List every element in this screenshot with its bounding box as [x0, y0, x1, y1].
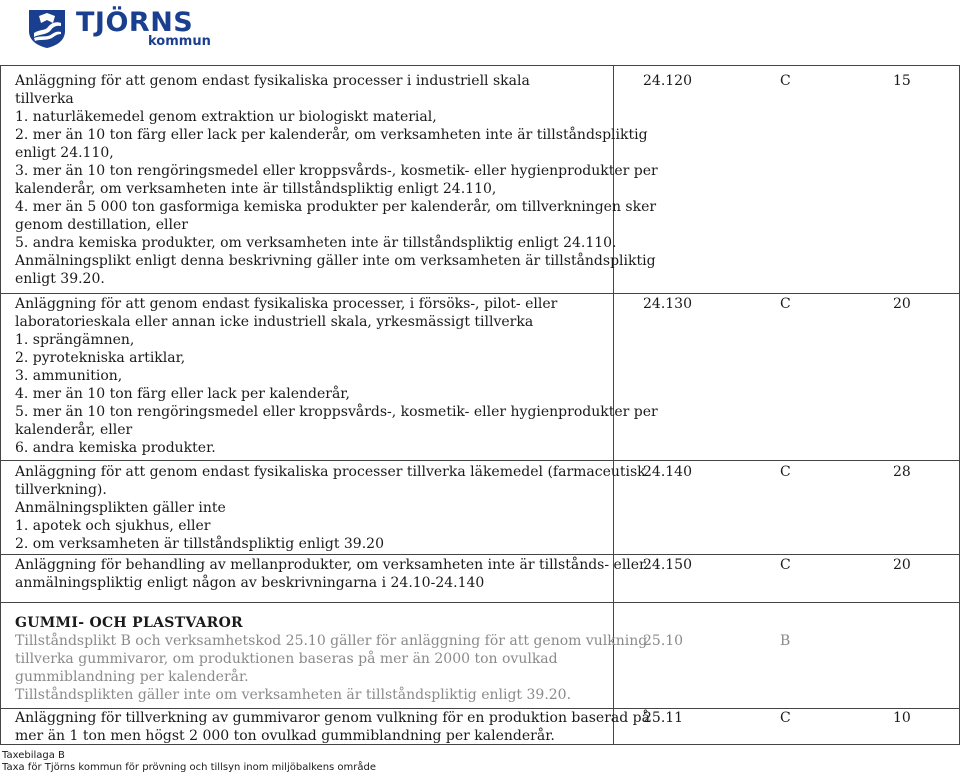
permit-class: C [780, 464, 791, 480]
activity-code: 24.150 [643, 557, 692, 573]
fee-level: 20 [893, 296, 911, 312]
text-line: Anmälningsplikten gäller inte [15, 500, 226, 516]
text-line: laboratorieskala eller annan icke industriell skala, yrkesmässigt tillverka [15, 314, 534, 330]
text-line: 1. sprängämnen, [15, 332, 135, 348]
text-line: 4. mer än 10 ton färg eller lack per kalenderår, [15, 386, 350, 402]
text-line: 6. andra kemiska produkter. [15, 440, 216, 456]
activity-code: 25.11 [643, 710, 684, 726]
row-divider [0, 460, 960, 461]
text-line: Anläggning för att genom endast fysikaliska processer tillverka läkemedel (farmaceutisk [15, 464, 646, 480]
text-line: 2. om verksamheten är tillståndspliktig enligt 39.20 [15, 536, 384, 552]
text-line: 4. mer än 5 000 ton gasformiga kemiska produkter per kalenderår, om tillverkningen sker [15, 199, 657, 215]
text-line: 2. pyrotekniska artiklar, [15, 350, 186, 366]
row-divider [0, 293, 960, 294]
text-line: 5. mer än 10 ton rengöringsmedel eller kroppsvårds-, kosmetik- eller hygienprodukter per [15, 404, 658, 420]
text-line: Anläggning för behandling av mellanprodukter, om verksamheten inte är tillstånds- eller [15, 557, 646, 573]
tjorns-kommun-logo [26, 6, 211, 50]
text-line: Tillståndsplikten gäller inte om verksamheten är tillståndspliktig enligt 39.20. [15, 687, 572, 703]
text-line: Anmälningsplikt enligt denna beskrivning gäller inte om verksamheten är tillståndspliktig [15, 253, 656, 269]
row-description-24-150 [15, 556, 646, 592]
row-divider [0, 602, 960, 603]
text-line: enligt 39.20. [15, 271, 105, 287]
logo-name: TJÖRNS [76, 6, 194, 38]
text-line: tillverka [15, 91, 74, 107]
text-line: tillverkning). [15, 482, 107, 498]
row-divider [0, 554, 960, 555]
fee-level: 28 [893, 464, 911, 480]
permit-class: C [780, 710, 791, 726]
text-line: enligt 24.110, [15, 145, 114, 161]
activity-code: 24.130 [643, 296, 692, 312]
fee-level: 10 [893, 710, 911, 726]
fee-level: 20 [893, 557, 911, 573]
text-line: 3. mer än 10 ton rengöringsmedel eller kroppsvårds-, kosmetik- eller hygienprodukter per [15, 163, 658, 179]
row-description-25-11 [15, 709, 650, 745]
row-description-24-130 [15, 295, 658, 457]
permit-class: C [780, 73, 791, 89]
permit-class: C [780, 557, 791, 573]
section-gummi-och-plastvaror [15, 614, 648, 704]
footer-line-2: Taxa för Tjörns kommun för prövning och tillsyn inom miljöbalkens område [2, 762, 377, 773]
permit-class: B [780, 633, 791, 649]
text-line: 5. andra kemiska produkter, om verksamheten inte är tillståndspliktig enligt 24.110. [15, 235, 617, 251]
fee-level: 15 [893, 73, 911, 89]
text-line: Anläggning för tillverkning av gummivaror genom vulkning för en produktion baserad på [15, 710, 650, 726]
permit-class: C [780, 296, 791, 312]
table-left-border [0, 65, 1, 744]
footer-line-1: Taxebilaga B [2, 750, 65, 761]
text-line: gummiblandning per kalenderår. [15, 669, 249, 685]
activity-code: 24.140 [643, 464, 692, 480]
text-line: genom destillation, eller [15, 217, 188, 233]
text-line: mer än 1 ton men högst 2 000 ton ovulkad gummiblandning per kalenderår. [15, 728, 555, 744]
section-heading: GUMMI- OCH PLASTVAROR [15, 615, 243, 631]
text-line: tillverka gummivaror, om produktionen baseras på mer än 2000 ton ovulkad [15, 651, 558, 667]
text-line: anmälningspliktig enligt någon av beskrivningarna i 24.10-24.140 [15, 575, 485, 591]
text-line: 1. apotek och sjukhus, eller [15, 518, 211, 534]
text-line: 2. mer än 10 ton färg eller lack per kalenderår, om verksamheten inte är tillståndspliktig [15, 127, 648, 143]
text-line: Tillståndsplikt B och verksamhetskod 25.10 gäller för anläggning för att genom vulkning [15, 633, 648, 649]
table-top-rule [0, 65, 960, 66]
activity-code: 25.10 [643, 633, 684, 649]
row-description-24-120 [15, 72, 658, 288]
row-description-24-140 [15, 463, 646, 553]
text-line: kalenderår, om verksamheten inte är tillståndspliktig enligt 24.110, [15, 181, 497, 197]
activity-code: 24.120 [643, 73, 692, 89]
text-line: Anläggning för att genom endast fysikaliska processer i industriell skala [15, 73, 530, 89]
text-line: kalenderår, eller [15, 422, 133, 438]
text-line: Anläggning för att genom endast fysikaliska processer, i försöks-, pilot- eller [15, 296, 558, 312]
coat-of-arms-icon [26, 7, 68, 49]
text-line: 1. naturläkemedel genom extraktion ur biologiskt material, [15, 109, 437, 125]
text-line: 3. ammunition, [15, 368, 123, 384]
logo-subtitle: kommun [148, 33, 211, 49]
